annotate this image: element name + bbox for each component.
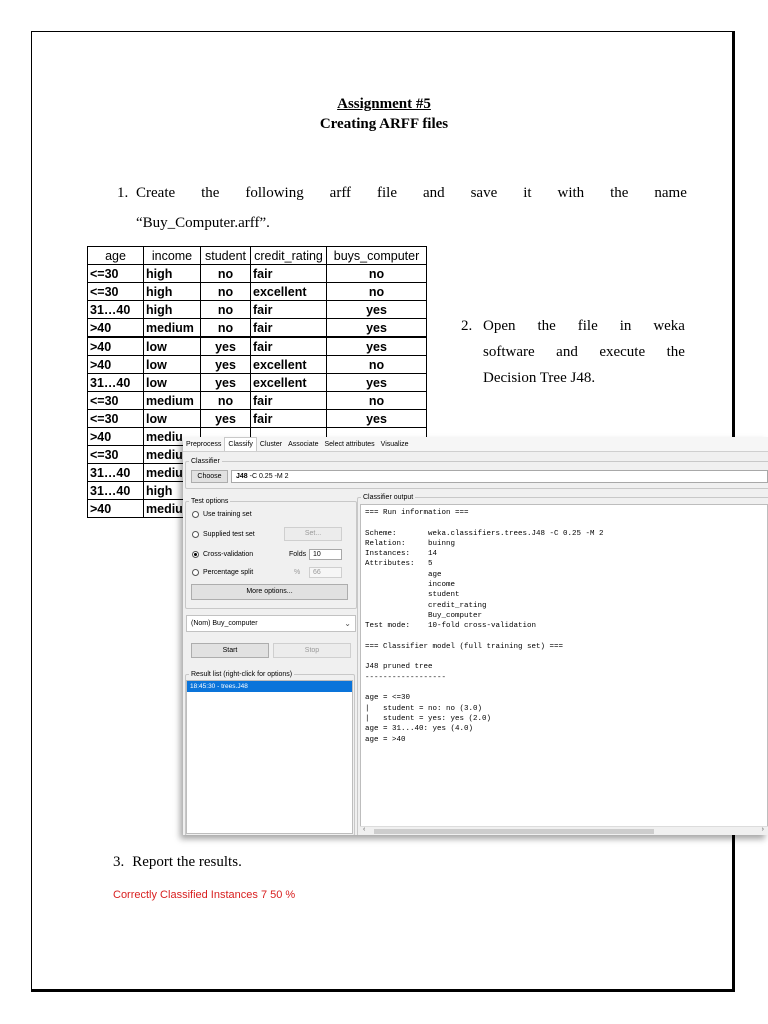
q2-word: Open [483,318,516,334]
table-cell: no [201,301,251,319]
table-cell: yes [201,356,251,374]
table-cell: yes [201,337,251,356]
table-cell: fair [251,319,327,338]
table-cell: yes [327,410,427,428]
scroll-right-icon[interactable]: › [761,826,764,833]
set-button[interactable]: Set... [284,527,342,541]
q2-word: in [619,318,632,334]
table-cell: high [144,301,201,319]
table-cell: <=30 [88,392,144,410]
table-cell: medium [144,319,201,338]
question-2-line-3: Decision Tree J48. [483,370,596,386]
cross-validation-label: Cross-validation [203,551,254,558]
table-cell: excellent [251,374,327,392]
radio-selected-icon [192,551,199,558]
table-cell: <=30 [88,446,144,464]
radio-icon [192,511,199,518]
radio-icon [192,531,199,538]
table-cell: 31…40 [88,301,144,319]
q1-word: name [654,185,687,201]
table-cell: low [144,337,201,356]
table-cell: mediu [144,464,201,482]
q2-word: and [556,344,578,360]
question-3 [113,854,242,871]
table-cell: yes [327,301,427,319]
table-row [88,319,427,338]
classifier-output-legend: Classifier output [363,494,414,501]
q1-word: save [470,185,498,201]
q2-word: weka [653,318,685,334]
supplied-test-set-radio[interactable] [192,529,255,540]
horizontal-scrollbar[interactable] [360,826,768,835]
q1-word: with [557,185,585,201]
table-cell: mediu [144,446,201,464]
q1-word: arff [329,185,352,201]
choose-button[interactable]: Choose [191,470,228,483]
table-cell: fair [251,392,327,410]
scroll-left-icon[interactable]: ‹ [363,826,366,833]
table-cell: <=30 [88,265,144,283]
table-cell: >40 [88,337,144,356]
folds-input[interactable]: 10 [309,549,342,560]
result-answer: Correctly Classified Instances 7 50 % [113,889,296,901]
table-cell: excellent [251,283,327,301]
table-header-cell: age [88,247,144,265]
question-1-line-2: “Buy_Computer.arff”. [136,215,270,231]
q2-word: software [483,344,535,360]
radio-icon [192,569,199,576]
table-cell: >40 [88,319,144,338]
classifier-legend: Classifier [191,458,220,465]
table-cell: yes [201,410,251,428]
assignment-heading: Assignment #5 [337,96,431,112]
table-cell: no [327,392,427,410]
table-row [88,356,427,374]
table-cell: >40 [88,428,144,446]
supplied-test-set-label: Supplied test set [203,531,255,538]
table-cell: >40 [88,500,144,518]
table-header-cell: buys_computer [327,247,427,265]
stop-button[interactable]: Stop [273,643,351,658]
q2-word: the [666,344,685,360]
table-row [88,374,427,392]
table-cell: <=30 [88,283,144,301]
table-cell: fair [251,265,327,283]
weka-explorer-window [183,437,768,835]
table-cell: high [144,265,201,283]
use-training-set-label: Use training set [203,511,252,518]
use-training-set-radio[interactable] [192,509,252,520]
classifier-output-text-area[interactable] [360,504,768,828]
table-row [88,301,427,319]
q1-word: and [422,185,445,201]
more-options-button[interactable]: More options... [191,584,348,600]
classifier-name: J48 [236,473,248,480]
table-cell: yes [327,319,427,338]
table-cell: 31…40 [88,482,144,500]
table-cell: high [144,283,201,301]
assignment-subheading: Creating ARFF files [319,116,449,132]
table-row [88,337,427,356]
q1-word: it [523,185,532,201]
tab-cluster[interactable]: Cluster [259,441,283,448]
table-cell: no [201,319,251,338]
result-list[interactable] [186,680,353,834]
result-list-item[interactable]: 18:45:30 - trees.J48 [187,681,352,692]
table-cell: low [144,374,201,392]
q1-word: following [245,185,304,201]
q2-word: the [537,318,556,334]
table-cell: mediu [144,428,201,446]
question-1-number: 1. [117,185,129,201]
table-cell: 31…40 [88,374,144,392]
table-cell: low [144,410,201,428]
class-attribute-value: (Nom) Buy_computer [191,620,258,627]
class-attribute-select[interactable] [186,615,356,632]
table-header-cell: credit_rating [251,247,327,265]
result-list-legend: Result list (right-click for options) [191,671,293,678]
classifier-options: -C 0.25 -M 2 [247,473,289,480]
q2-word: execute [599,344,646,360]
table-cell: fair [251,410,327,428]
cross-validation-radio[interactable] [192,549,253,560]
table-cell: mediu [144,500,201,518]
q1-word: file [377,185,397,201]
table-cell: no [201,283,251,301]
chevron-down-icon: ⌄ [344,619,351,628]
table-cell: no [327,356,427,374]
table-row [88,392,427,410]
table-cell: no [201,392,251,410]
table-cell: low [144,356,201,374]
table-row [88,283,427,301]
weka-tab-bar [183,437,768,452]
percent-input[interactable]: 66 [309,567,342,578]
table-cell: no [201,265,251,283]
question-3-number: 3. [113,854,125,870]
question-2-line-2 [483,339,685,365]
q2-word: file [577,318,598,334]
scrollbar-thumb[interactable] [374,829,654,834]
table-cell: >40 [88,356,144,374]
question-2-number: 2. [461,318,473,334]
table-cell: yes [201,374,251,392]
tab-associate[interactable]: Associate [288,441,319,448]
percent-label: % [294,569,301,576]
q1-word: Create [136,185,176,201]
classifier-field[interactable] [231,470,768,483]
folds-label: Folds [289,551,307,558]
percentage-split-radio[interactable] [192,567,253,578]
tab-preprocess[interactable]: Preprocess [186,441,222,448]
question-3-text: Report the results. [132,854,242,870]
table-cell: medium [144,392,201,410]
table-cell: yes [327,374,427,392]
question-1-line-1 [136,178,687,208]
table-cell: no [327,265,427,283]
table-header-row [88,247,427,265]
test-options-legend: Test options [191,498,229,505]
table-row [88,265,427,283]
classifier-output-text: === Run information === Scheme: weka.classifiers.trees.J48 -C 0.25 -M 2 Relation: buinng Instances: 14 Attributes: 5 age income student credit_rating Buy_computer Test mode: 10-fold cross-validation === Classifier model (full training set) === J48 pruned tree ------------------ age = <=30 | student = no: no (3.0) | student = yes: yes (2.0) age = 31...40: yes (4.0) age = >40 [365,509,604,744]
table-cell: fair [251,301,327,319]
table-cell: no [327,283,427,301]
table-cell: 31…40 [88,464,144,482]
question-2-line-1 [483,313,685,339]
table-row [88,410,427,428]
table-cell: excellent [251,356,327,374]
start-button[interactable]: Start [191,643,269,658]
table-cell: fair [251,337,327,356]
tab-visualize[interactable]: Visualize [380,441,409,448]
table-cell: yes [327,337,427,356]
q1-word: the [610,185,629,201]
tab-select-attributes[interactable]: Select attributes [324,441,375,448]
table-cell: <=30 [88,410,144,428]
tab-classify[interactable]: Classify [224,437,257,451]
table-header-cell: student [201,247,251,265]
table-cell: high [144,482,201,500]
percentage-split-label: Percentage split [203,569,254,576]
q1-word: the [201,185,220,201]
table-header-cell: income [144,247,201,265]
